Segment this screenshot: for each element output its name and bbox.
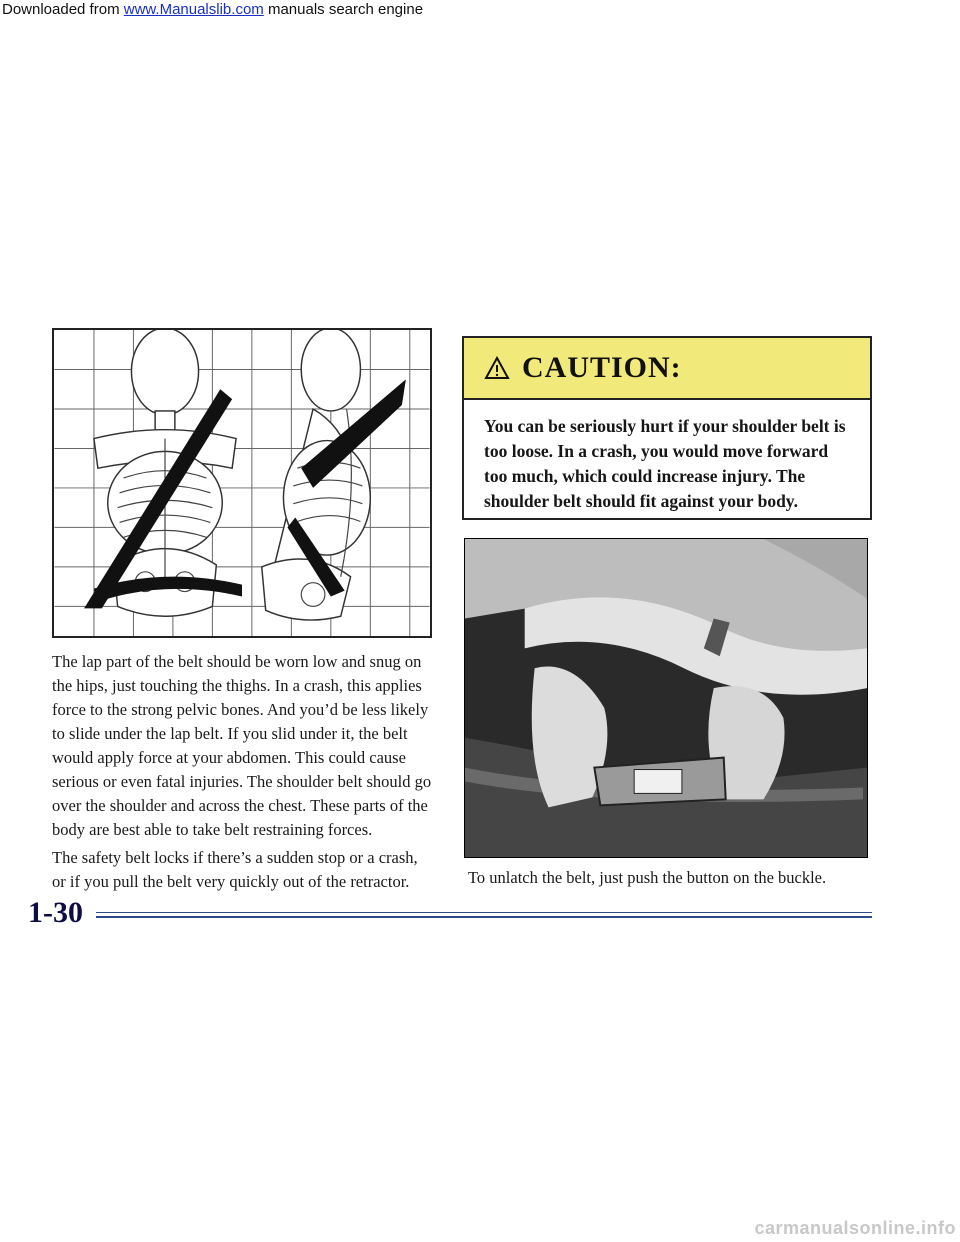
- warning-triangle-icon: [484, 356, 510, 380]
- manualslib-link[interactable]: www.Manualslib.com: [123, 1, 264, 18]
- footer-rule-thin: [96, 912, 872, 913]
- watermark: carmanualsonline.info: [754, 1218, 956, 1238]
- caution-body: You can be seriously hurt if your shoulder belt is too loose. In a crash, you would move forward too much, which could increase injury. The shoulder belt should fit against your body.: [484, 416, 846, 511]
- belt-lock-paragraph: [52, 846, 432, 894]
- photo-caption: To unlatch the belt, just push the button on the buckle.: [468, 868, 827, 887]
- caution-box: [462, 336, 872, 520]
- buckle-photo: [464, 538, 868, 858]
- banner-prefix: Downloaded from: [2, 1, 124, 18]
- buckle-photo-drawing: [465, 539, 867, 857]
- footer-rule-thick: [96, 916, 872, 918]
- caution-title: CAUTION:: [522, 351, 682, 384]
- belt-lock-text: The safety belt locks if there’s a sudden stop or a crash, or if you pull the belt very quickly out of the retractor.: [52, 848, 418, 891]
- banner-suffix: manuals search engine: [263, 1, 424, 18]
- lap-belt-text: The lap part of the belt should be worn low and snug on the hips, just touching the thighs. In a crash, this applies force to the strong pelvic bones. And you’d be less likely to slide under the lap belt. If you slid under it, the belt would apply force at your abdomen. This could cause serious or even fatal injuries. The shoulder belt should go over the shoulder and across the chest. These parts of the body are best able to take belt restraining forces.: [52, 652, 432, 839]
- page-number: 1-30: [28, 896, 83, 929]
- skeleton-drawing: [54, 330, 430, 636]
- download-banner: [0, 0, 960, 22]
- seatbelt-skeleton-illustration: [52, 328, 432, 638]
- lap-belt-paragraph: [52, 650, 432, 842]
- caution-header: [464, 338, 870, 400]
